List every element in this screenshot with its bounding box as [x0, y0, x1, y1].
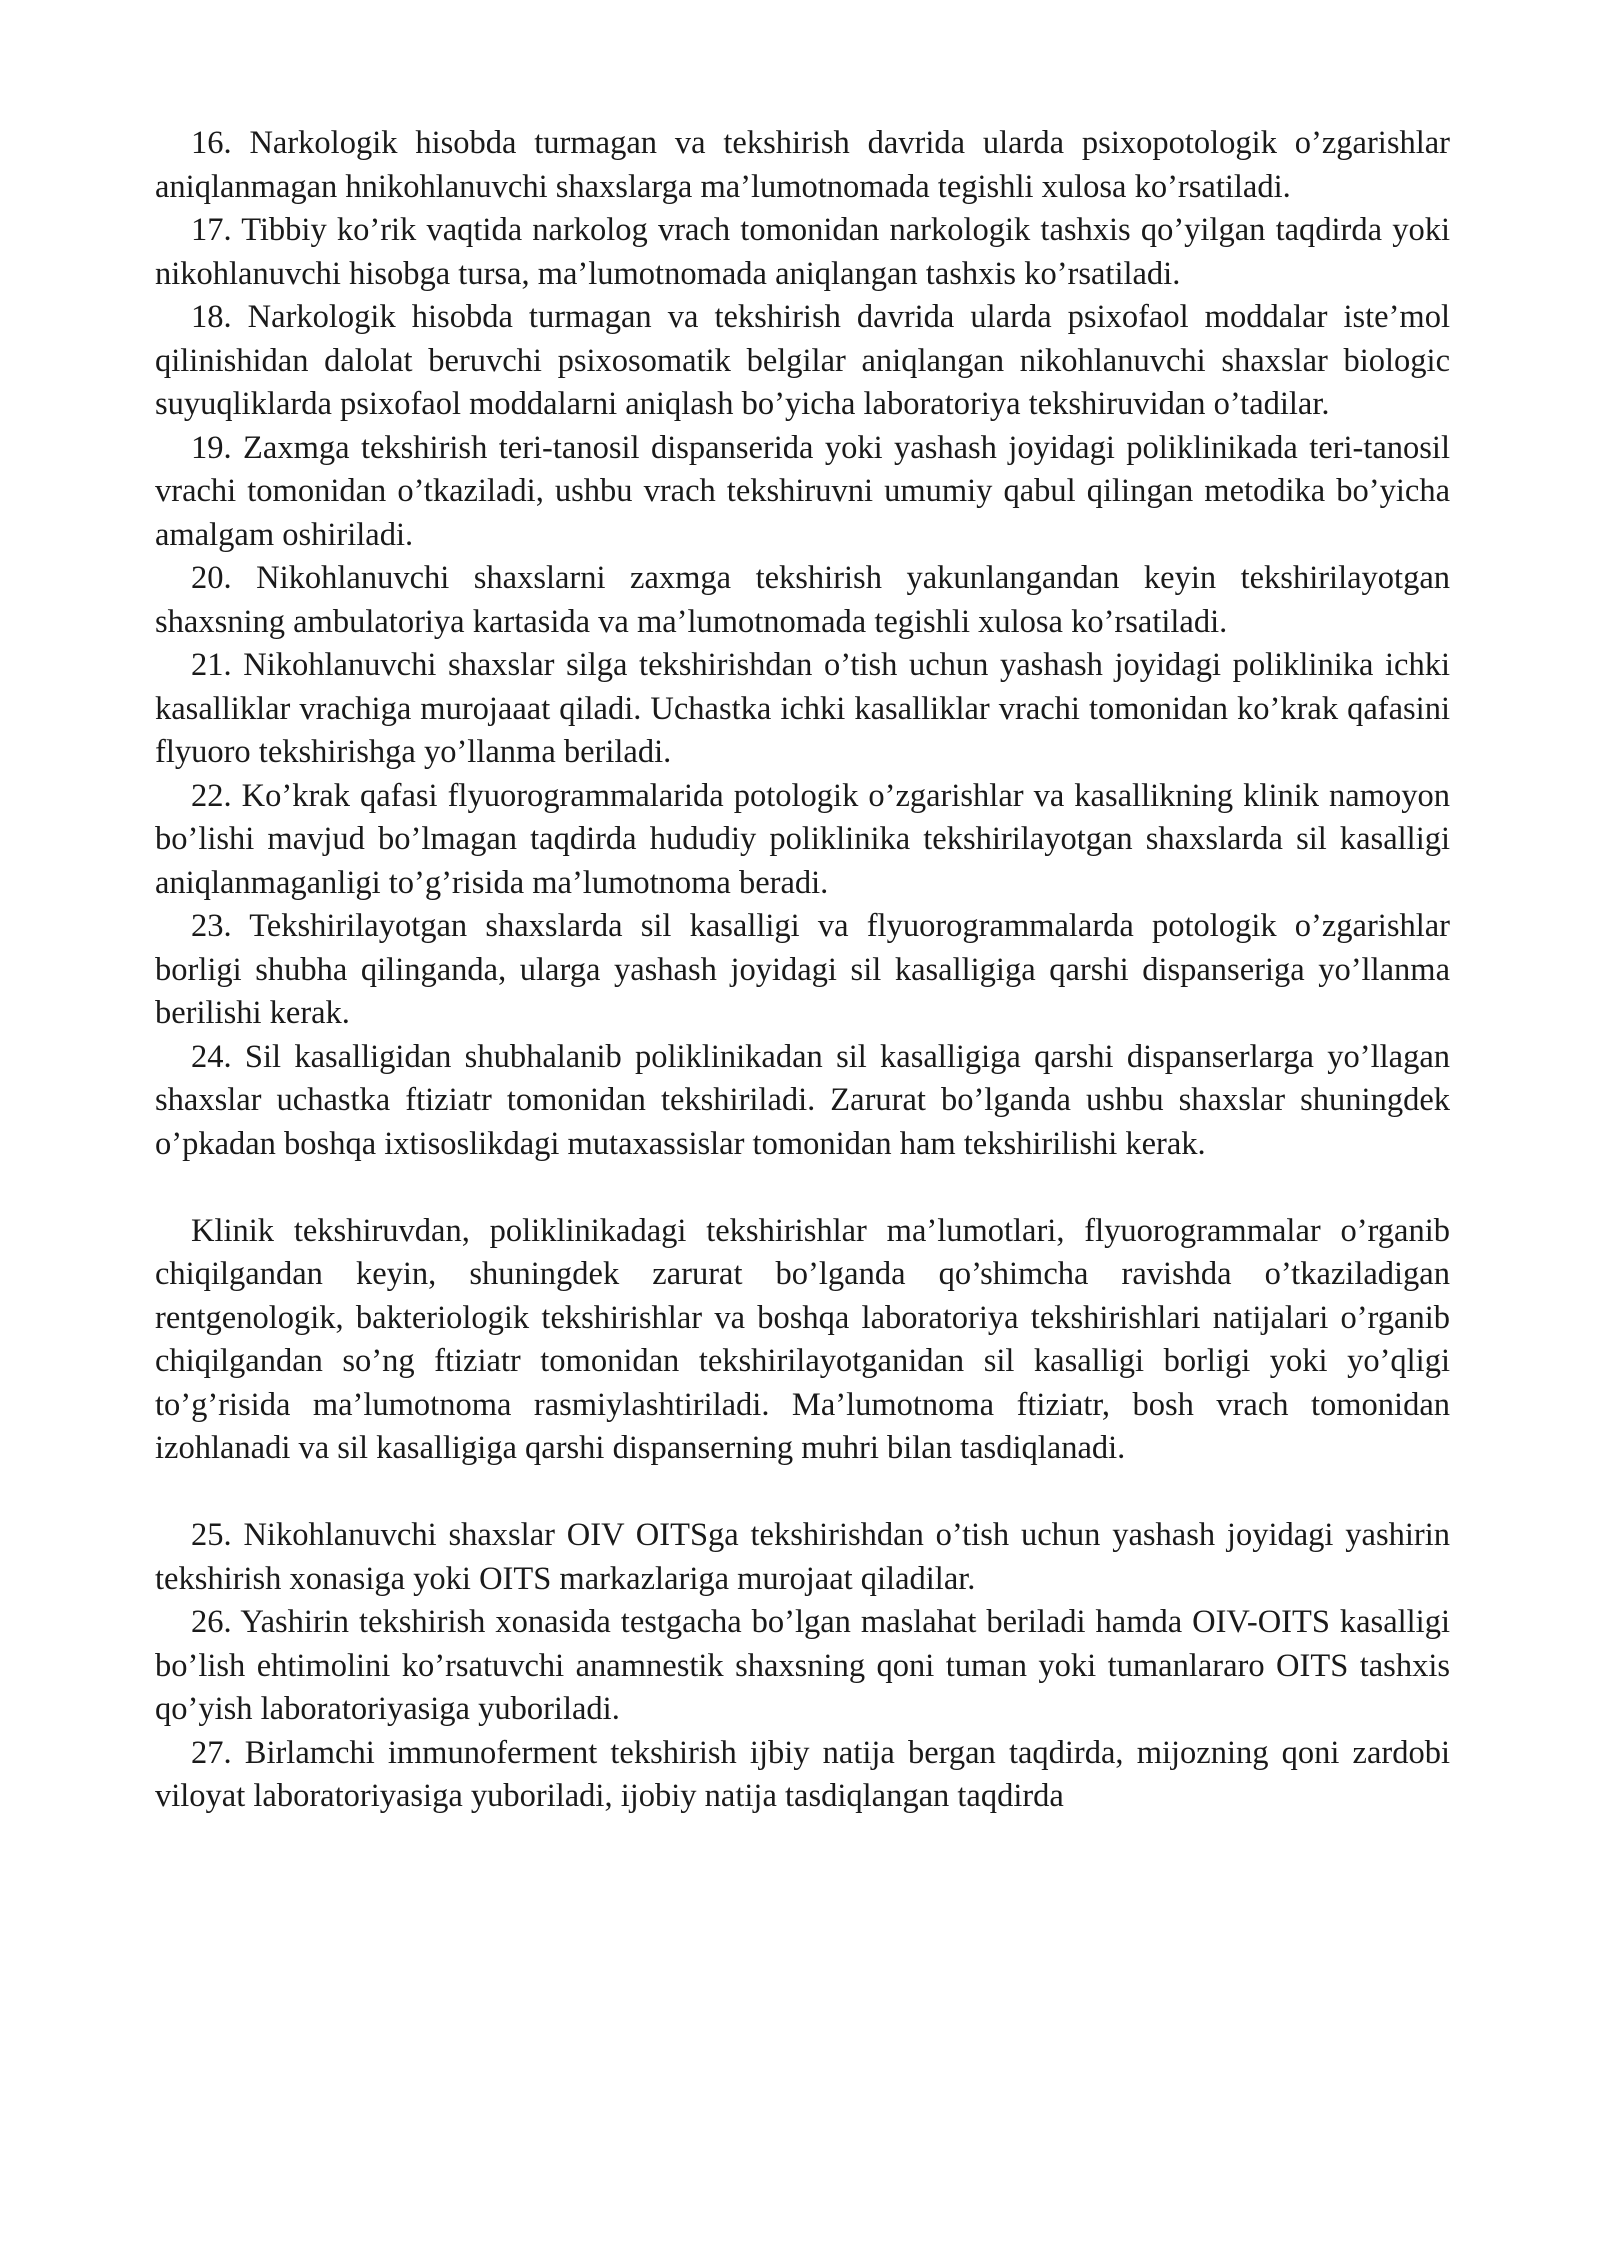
- paragraph-21: 21. Nikohlanuvchi shaxslar silga tekshirishdan o’tish uchun yashash joyidagi poliklinika ichki kasalliklar vrachiga murojaaat qiladi. Uchastka ichki kasalliklar vrachi tomonidan ko’krak qafasini flyuoro tekshirishga yo’llanma beriladi.: [155, 647, 1450, 770]
- paragraph-19: 19. Zaxmga tekshirish teri-tanosil dispanserida yoki yashash joyidagi poliklinikada teri-tanosil vrachi tomonidan o’tkaziladi, ushbu vrach tekshiruvni umumiy qabul qilingan metodika bo’yicha amalgam oshiriladi.: [155, 429, 1450, 553]
- paragraph-16: 16. Narkologik hisobda turmagan va tekshirish davrida ularda psixopotologik o’zgarishlar aniqlanmagan hnikohlanuvchi shaxslarga ma’lumotnomada tegishli xulosa ko’rsatiladi.: [155, 125, 1450, 205]
- blank-line: [155, 1166, 1450, 1210]
- paragraph-24: 24. Sil kasalligidan shubhalanib poliklinikadan sil kasalligiga qarshi dispanserlarga yo’llagan shaxslar uchastka ftiziatr tomonidan tekshiriladi. Zarurat bo’lganda ushbu shaxslar shuningdek o’pkadan boshqa ixtisoslikdagi mutaxassislar tomonidan ham tekshirilishi kerak.: [155, 1038, 1450, 1162]
- paragraph-20: 20. Nikohlanuvchi shaxslarni zaxmga tekshirish yakunlangandan keyin tekshirilayotgan shaxsning ambulatoriya kartasida va ma’lumotnomada tegishli xulosa ko’rsatiladi.: [155, 560, 1450, 640]
- paragraph-25: 25. Nikohlanuvchi shaxslar OIV OITSga tekshirishdan o’tish uchun yashash joyidagi yashirin tekshirish xonasiga yoki OITS markazlariga murojaat qiladilar.: [155, 1517, 1450, 1597]
- paragraph-22: 22. Ko’krak qafasi flyuorogrammalarida potologik o’zgarishlar va kasallikning klinik namoyon bo’lishi mavjud bo’lmagan taqdirda hududiy poliklinika tekshirilayotgan shaxslarda sil kasalligi aniqlanmaganligi to’g’risida ma’lumotnoma beradi.: [155, 777, 1450, 901]
- paragraph-18: 18. Narkologik hisobda turmagan va tekshirish davrida ularda psixofaol moddalar iste’mol qilinishidan dalolat beruvchi psixosomatik belgilar aniqlangan nikohlanuvchi shaxslar biologic suyuqliklarda psixofaol moddalarni aniqlash bo’yicha laboratoriya tekshiruvidan o’tadilar.: [155, 299, 1450, 422]
- paragraph-26: 26. Yashirin tekshirish xonasida testgacha bo’lgan maslahat beriladi hamda OIV-OITS kasalligi bo’lish ehtimolini ko’rsatuvchi anamnestik shaxsning qoni tuman yoki tumanlararo OITS tashxis qo’yish laboratoriyasiga yuboriladi.: [155, 1604, 1450, 1727]
- document-page: [155, 122, 1450, 1819]
- blank-line: [155, 1471, 1450, 1515]
- paragraph-tuberculosis-certificate: Klinik tekshiruvdan, poliklinikadagi tekshirishlar ma’lumotlari, flyuorogrammalar o’rganib chiqilgandan keyin, shuningdek zarurat bo’lganda qo’shimcha ravishda o’tkaziladigan rentgenologik, bakteriologik tekshirishlar va boshqa laboratoriya tekshirishlari natijalari o’rganib chiqilgandan so’ng ftiziatr tomonidan tekshirilayotganidan sil kasalligi borligi yoki yo’qligi to’g’risida ma’lumotnoma rasmiylashtiriladi. Ma’lumotnoma ftiziatr, bosh vrach tomonidan izohlanadi va sil kasalligiga qarshi dispanserning muhri bilan tasdiqlanadi.: [155, 1212, 1450, 1466]
- paragraph-23: 23. Tekshirilayotgan shaxslarda sil kasalligi va flyuorogrammalarda potologik o’zgarishlar borligi shubha qilinganda, ularga yashash joyidagi sil kasalligiga qarshi dispanseriga yo’llanma berilishi kerak.: [155, 908, 1450, 1031]
- paragraph-27: 27. Birlamchi immunoferment tekshirish ijbiy natija bergan taqdirda, mijozning qoni zardobi viloyat laboratoriyasiga yuboriladi, ijobiy natija tasdiqlangan taqdirda: [155, 1734, 1450, 1814]
- paragraph-17: 17. Tibbiy ko’rik vaqtida narkolog vrach tomonidan narkologik tashxis qo’yilgan taqdirda yoki nikohlanuvchi hisobga tursa, ma’lumotnomada aniqlangan tashxis ko’rsatiladi.: [155, 212, 1450, 292]
